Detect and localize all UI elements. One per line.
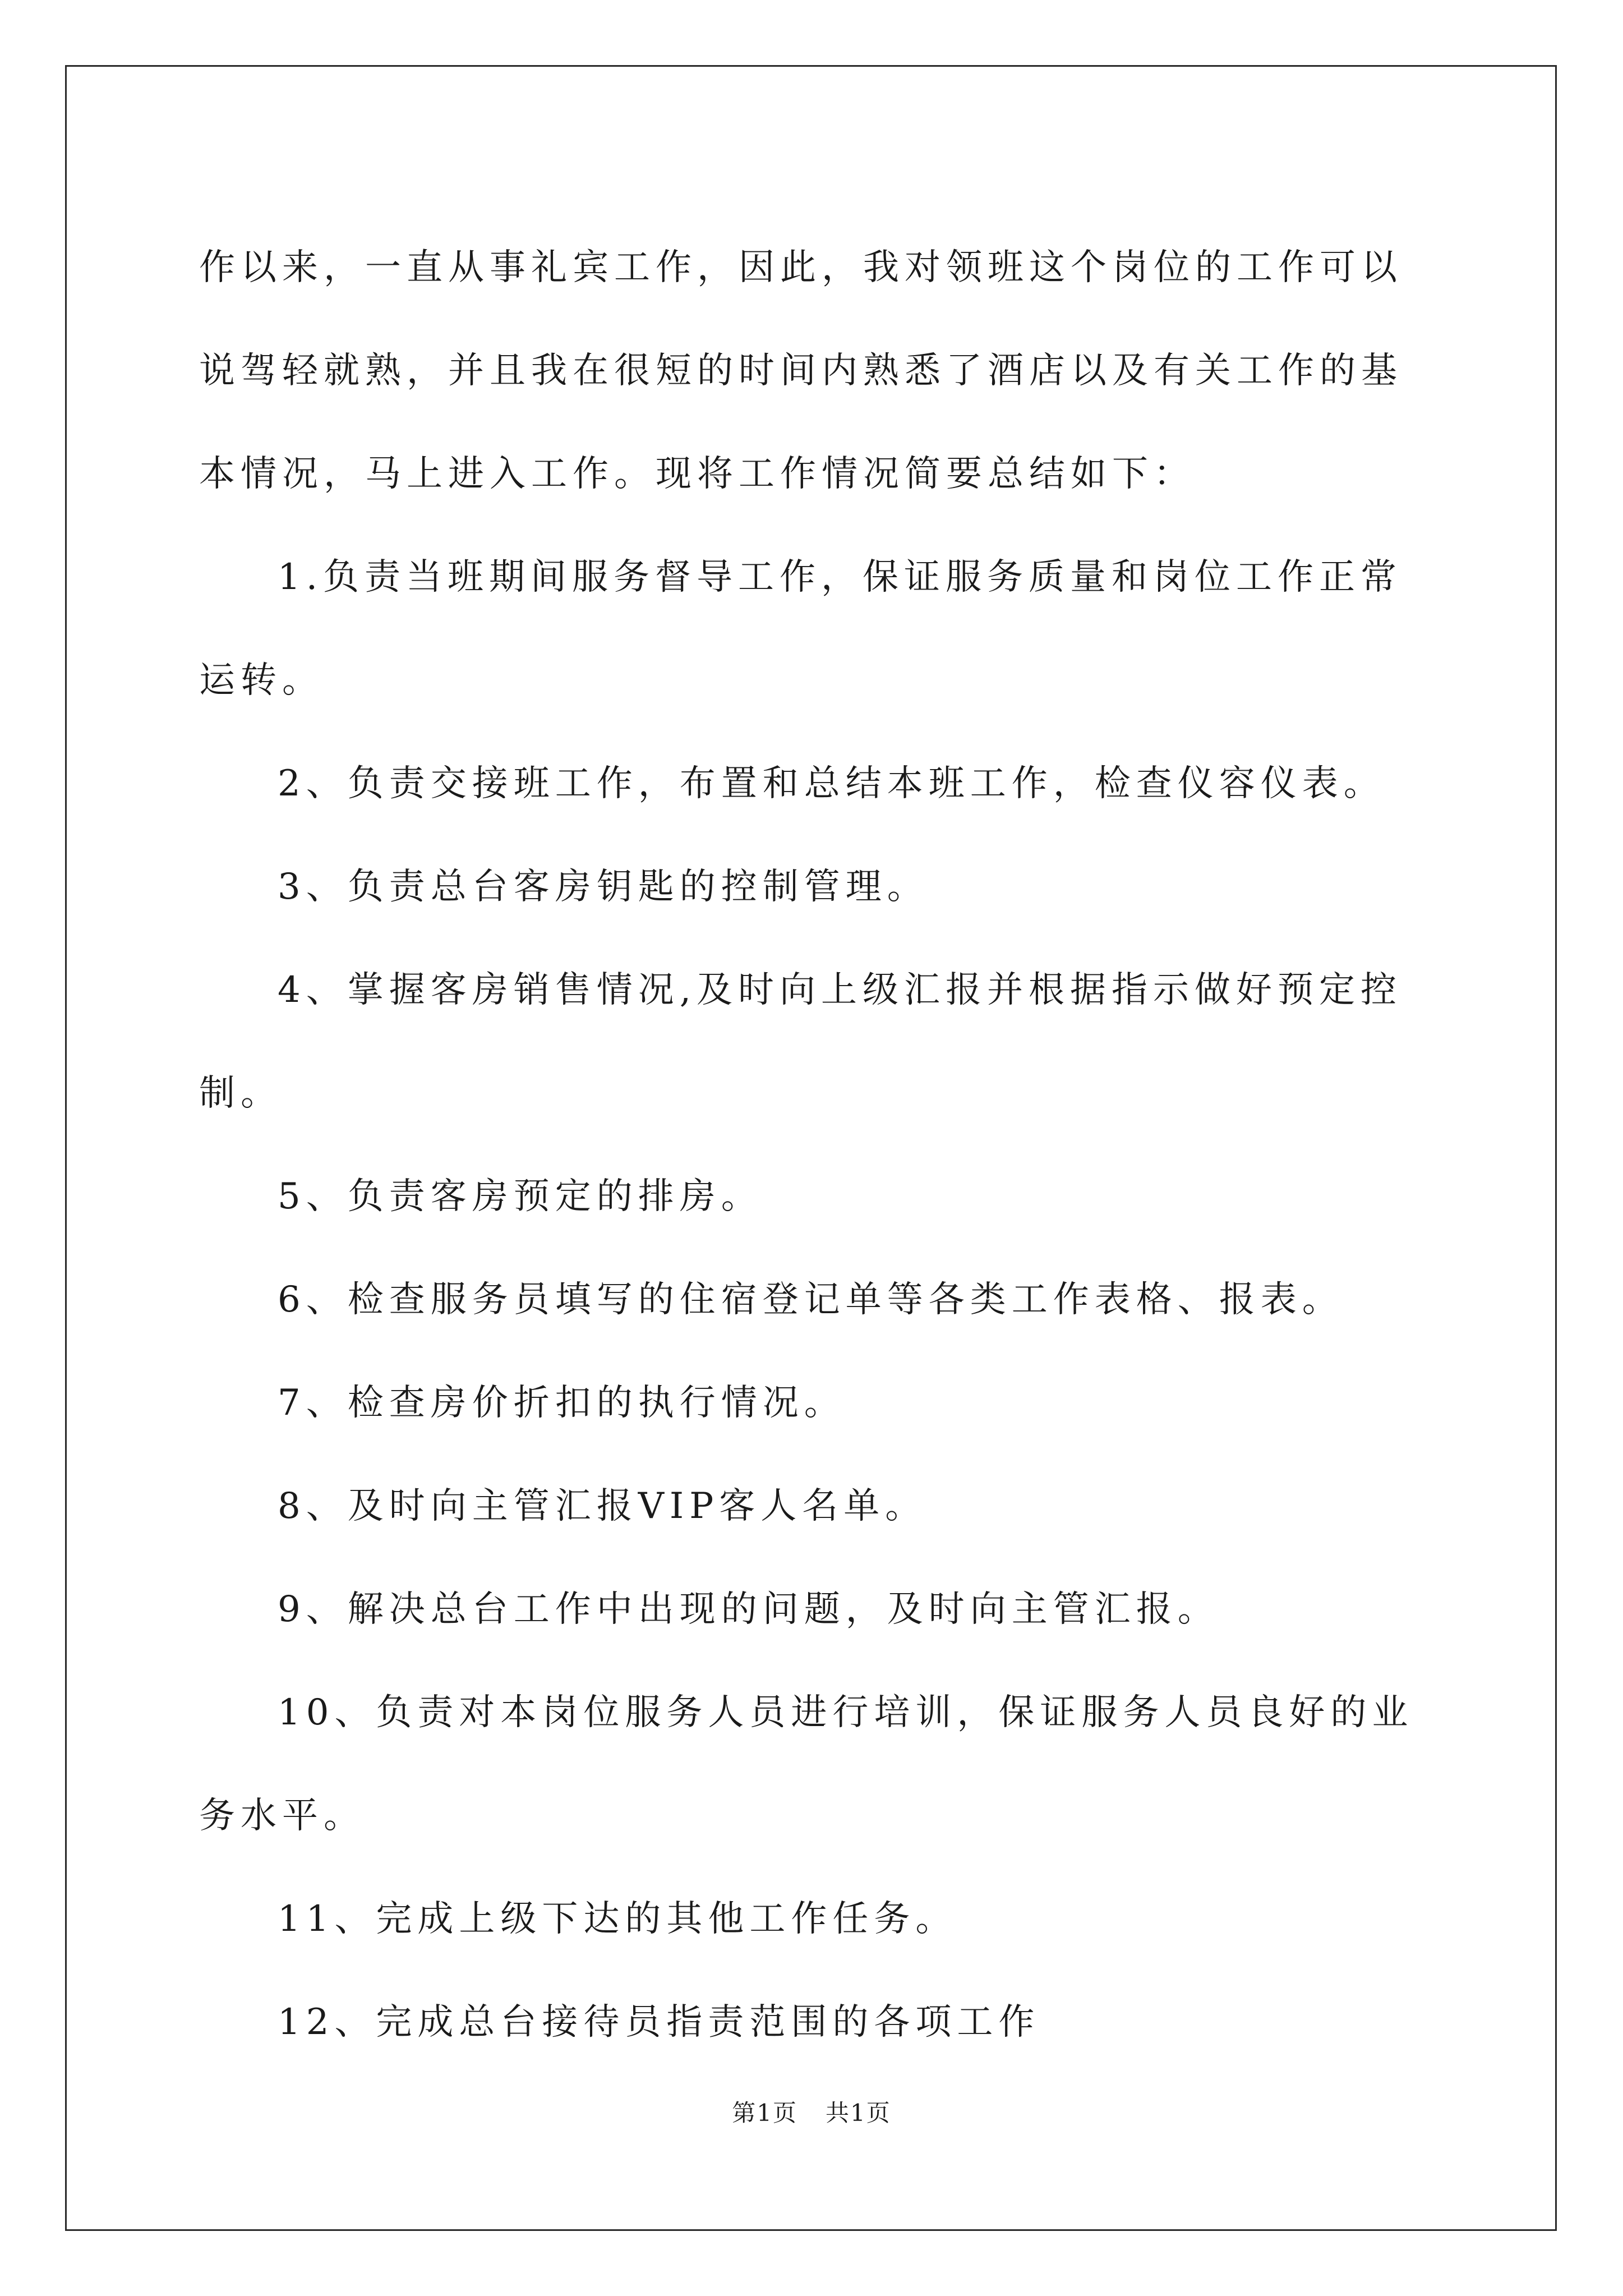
list-item: 3、负责总台客房钥匙的控制管理。 — [278, 866, 929, 908]
page-number: 第1页 — [732, 2099, 797, 2127]
intro-paragraph: 作以来，一直从事礼宾工作，因此，我对领班这个岗位的工作可以说驾轻就熟，并且我在很短的时间内熟悉了酒店以及有关工作的基本情况，马上进入工作。现将工作情况简要总结如下： — [199, 247, 1403, 495]
list-item: 6、检查服务员填写的住宿登记单等各类工作表格、报表。 — [278, 1279, 1344, 1320]
list-item: 2、负责交接班工作，布置和总结本班工作，检查仪容仪表。 — [278, 763, 1385, 804]
list-item: 7、检查房价折扣的执行情况。 — [278, 1382, 846, 1424]
page-footer — [0, 2099, 1623, 2128]
list-item: 8、及时向主管汇报VIP客人名单。 — [278, 1485, 927, 1527]
list-item: 10、负责对本岗位服务人员进行培训，保证服务人员良好的业务水平。 — [199, 1692, 1414, 1837]
list-item: 4、掌握客房销售情况,及时向上级汇报并根据指示做好预定控制。 — [199, 969, 1403, 1114]
list-item: 5、负责客房预定的排房。 — [278, 1176, 763, 1217]
page-total: 共1页 — [826, 2099, 891, 2127]
list-item: 9、解决总台工作中出现的问题，及时向主管汇报。 — [278, 1589, 1219, 1630]
document-body — [199, 216, 1433, 2074]
list-item: 11、完成上级下达的其他工作任务。 — [278, 1898, 957, 1940]
list-item: 12、完成总台接待员指责范围的各项工作 — [278, 2001, 1040, 2043]
list-item: 1.负责当班期间服务督导工作，保证服务质量和岗位工作正常运转。 — [199, 556, 1403, 701]
